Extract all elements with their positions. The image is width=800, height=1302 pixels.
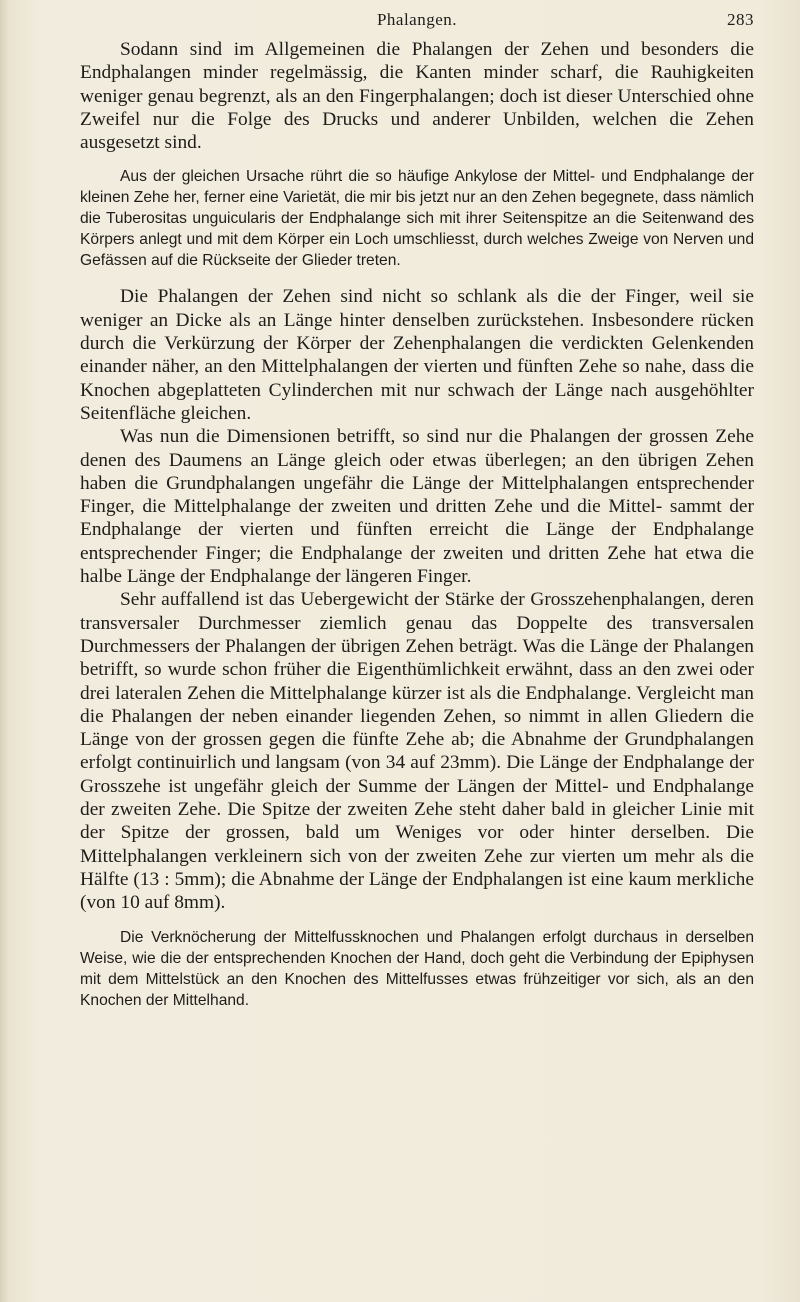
page-number: 283 bbox=[727, 10, 754, 29]
paragraph-3: Die Phalangen der Zehen sind nicht so schlank als die der Finger, weil sie weniger an Dicke als an Länge hinter denselben zurückstehen. Insbesondere rücken durch die Verkürzung der Körper der Zehenphalangen die verdickten Gelenkenden einander näher, an den Mittelphalangen der vierten und fünften Zehe so nahe, dass die Knochen abgeplatteten Cylinderchen mit nur schwach der Länge nach ausgehöhlter Seitenfläche gleichen. bbox=[80, 286, 754, 424]
running-title: Phalangen. bbox=[376, 10, 458, 29]
paragraph-4: Was nun die Dimensionen betrifft, so sind nur die Phalangen der grossen Zehe denen des Daumens an Länge gleich oder etwas überlegen; an den übrigen Zehen haben die Grundphalangen ungefähr die Länge der Mittelphalangen entsprechender Finger, die Mittelphalange der zweiten und dritten Zehe und die Mittel- sammt der Endphalange der vierten und fünften erreicht die Länge der Endphalange entsprechender Finger; die Endphalange der zweiten und dritten Zehe hat etwa die halbe Länge der Endphalange der längeren Finger. bbox=[80, 426, 754, 588]
page-header bbox=[80, 10, 754, 34]
paragraph-1: Sodann sind im Allgemeinen die Phalangen der Zehen und besonders die Endphalangen minder regelmässig, die Kanten minder scharf, die Rauhigkeiten weniger genau begrenzt, als an den Fingerphalangen; doch ist dieser Unterschied ohne Zweifel nur die Folge des Drucks und anderer Unbilden, welchen die Zehen ausgesetzt sind. bbox=[80, 39, 754, 154]
paragraph-6-small-print: Die Verknöcherung der Mittelfussknochen und Phalangen erfolgt durchaus in derselben Weise, wie die der entsprechenden Knochen der Hand, doch geht die Verbindung der Epiphysen mit dem Mittelstück an den Knochen des Mittelfusses etwas frühzeitiger vor sich, als an den Knochen der Mittelhand. bbox=[80, 928, 754, 1009]
page-body bbox=[80, 38, 754, 1011]
paragraph-5: Sehr auffallend ist das Uebergewicht der Stärke der Grosszehenphalangen, deren transversaler Durchmesser ziemlich genau das Doppelte des transversalen Durchmessers der Phalangen der übrigen Zehen beträgt. Was die Länge der Phalangen betrifft, so wurde schon früher die Eigenthümlichkeit erwähnt, dass an den zwei oder drei lateralen Zehen die Mittelphalange kürzer ist als die Endphalange. Vergleicht man die Phalangen der neben einander liegenden Zehen, so nimmt in allen Gliedern die Länge von der grossen gegen die fünfte Zehe ab; die Abnahme der Grundphalangen erfolgt continuirlich und langsam (von 34 auf 23mm). Die Länge der Endphalange der Grosszehe ist ungefähr gleich der Summe der Längen der Mittel- und Endphalange der zweiten Zehe. Die Spitze der zweiten Zehe steht daher bald in gleicher Linie mit der Spitze der grossen, bald um Weniges vor oder hinter derselben. Die Mittelphalangen verkleinern sich von der zweiten Zehe zur vierten um mehr als die Hälfte (13 : 5mm); die Abnahme der Länge der Endphalangen ist eine kaum merkliche (von 10 auf 8mm). bbox=[80, 589, 754, 914]
page-edge-shadow bbox=[0, 0, 8, 1302]
paragraph-2-small-print: Aus der gleichen Ursache rührt die so häufige Ankylose der Mittel- und Endphalange der kleinen Zehe her, ferner eine Varietät, die mir bis jetzt nur an den Zehen begegnete, dass nämlich die Tuberositas unguicularis der Endphalange sich mit ihrer Seitenspitze an die Seitenwand des Körpers anlegt und mit dem Körper ein Loch umschliesst, durch welches Zweige von Nerven und Gefässen auf die Rückseite der Glieder treten. bbox=[80, 168, 754, 270]
